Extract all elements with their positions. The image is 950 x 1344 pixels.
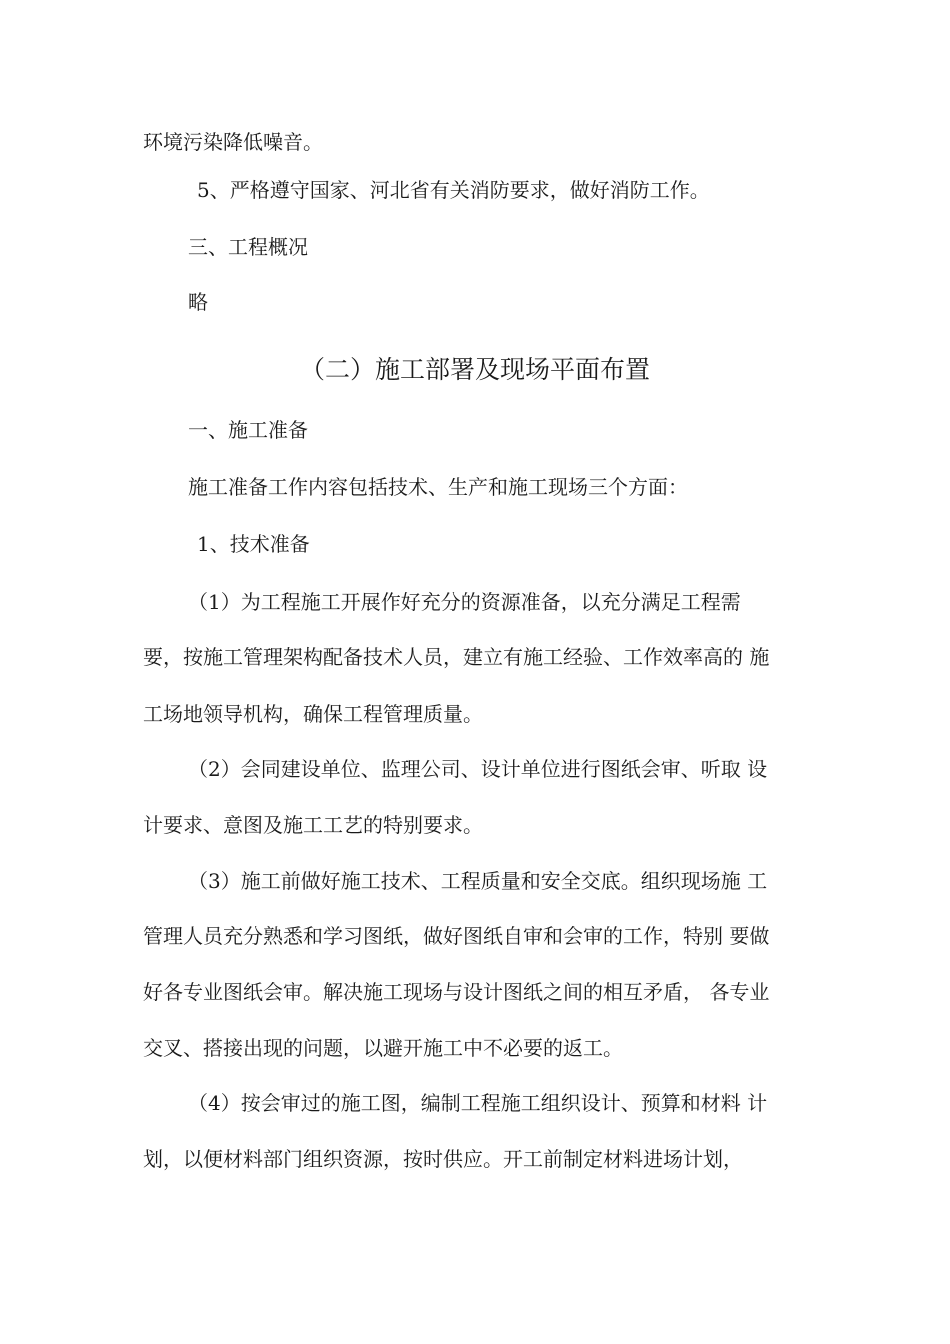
line-7: 1、技术准备 [197,532,310,556]
line-18: 划，以便材料部门组织资源，按时供应。开工前制定材料进场计划， [143,1147,743,1171]
section-heading: （二）施工部署及现场平面布置 [299,355,650,384]
line-12: 计要求、意图及施工工艺的特别要求。 [143,813,483,837]
line-5: 一、施工准备 [188,418,308,442]
line-14: 管理人员充分熟悉和学习图纸，做好图纸自审和会审的工作，特别 要做 [143,924,770,948]
line-16: 交叉、搭接出现的问题，以避开施工中不必要的返工。 [143,1036,623,1060]
line-15: 好各专业图纸会审。解决施工现场与设计图纸之间的相互矛盾， 各专业 [143,980,770,1004]
line-3: 三、工程概况 [188,235,308,259]
line-9: 要，按施工管理架构配备技术人员，建立有施工经验、工作效率高的 施 [143,645,770,669]
line-11: （2）会同建设单位、监理公司、设计单位进行图纸会审、听取 设 [188,757,768,781]
line-13: （3）施工前做好施工技术、工程质量和安全交底。组织现场施 工 [188,869,768,893]
line-1: 环境污染降低噪音。 [143,130,323,154]
line-4: 略 [188,290,208,314]
line-17: （4）按会审过的施工图，编制工程施工组织设计、预算和材料 计 [188,1091,768,1115]
line-10: 工场地领导机构，确保工程管理质量。 [143,702,483,726]
line-2: 5、严格遵守国家、河北省有关消防要求，做好消防工作。 [197,178,710,202]
line-8: （1）为工程施工开展作好充分的资源准备，以充分满足工程需 [188,590,741,614]
line-6: 施工准备工作内容包括技术、生产和施工现场三个方面： [188,475,688,499]
